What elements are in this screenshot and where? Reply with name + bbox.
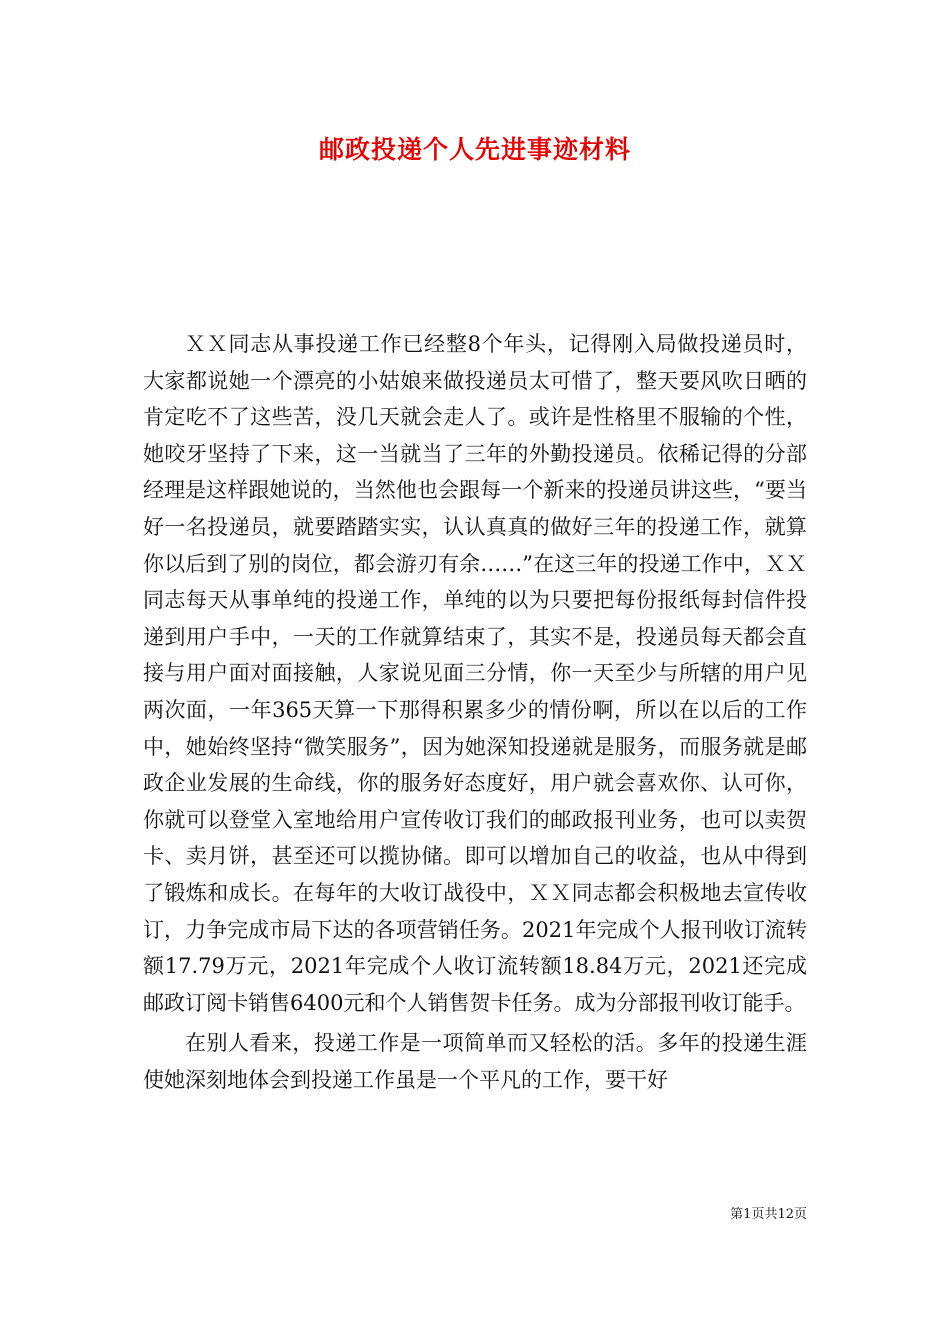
paragraph-1: ＸＸ同志从事投递工作已经整8个年头，记得刚入局做投递员时，大家都说她一个漂亮的小姑娘来做投递员太可惜了，整天要风吹日晒的肯定吃不了这些苦，没几天就会走人了。或许是性格里不服输的个性，她咬牙坚持了下来，这一当就当了三年的外勤投递员。依稀记得的分部经理是这样跟她说的，当然他也会跟每一个新来的投递员讲这些，“要当好一名投递员，就要踏踏实实，认认真真的做好三年的投递工作，就算你以后到了别的岗位，都会游刃有余……”在这三年的投递工作中，ＸＸ同志每天从事单纯的投递工作，单纯的以为只要把每份报纸每封信件投递到用户手中，一天的工作就算结束了，其实不是，投递员每天都会直接与用户面对面接触，人家说见面三分情，你一天至少与所辖的用户见两次面，一年365天算一下那得积累多少的情份啊，所以在以后的工作中，她始终坚持“微笑服务”，因为她深知投递就是服务，而服务就是邮政企业发展的生命线，你的服务好态度好，用户就会喜欢你、认可你，你就可以登堂入室地给用户宣传收订我们的邮政报刊业务，也可以卖贺卡、卖月饼，甚至还可以揽协储。即可以增加自己的收益，也从中得到了锻炼和成长。在每年的大收订战役中，ＸＸ同志都会积极地去宣传收订，力争完成市局下达的各项营销任务。2021年完成个人报刊收订流转额17.79万元，2021年完成个人收订流转额18.84万元，2021还完成邮政订阅卡销售6400元和个人销售贺卡任务。成为分部报刊收订能手。 xyxy=(143,332,807,1015)
document-body xyxy=(143,326,807,1098)
paragraph-2: 在别人看来，投递工作是一项简单而又轻松的活。多年的投递生涯使她深刻地体会到投递工作虽是一个平凡的工作，要干好 xyxy=(143,1031,807,1092)
page-number-footer: 第1页共12页 xyxy=(730,1207,807,1222)
document-title: 邮政投递个人先进事迹材料 xyxy=(318,135,631,164)
